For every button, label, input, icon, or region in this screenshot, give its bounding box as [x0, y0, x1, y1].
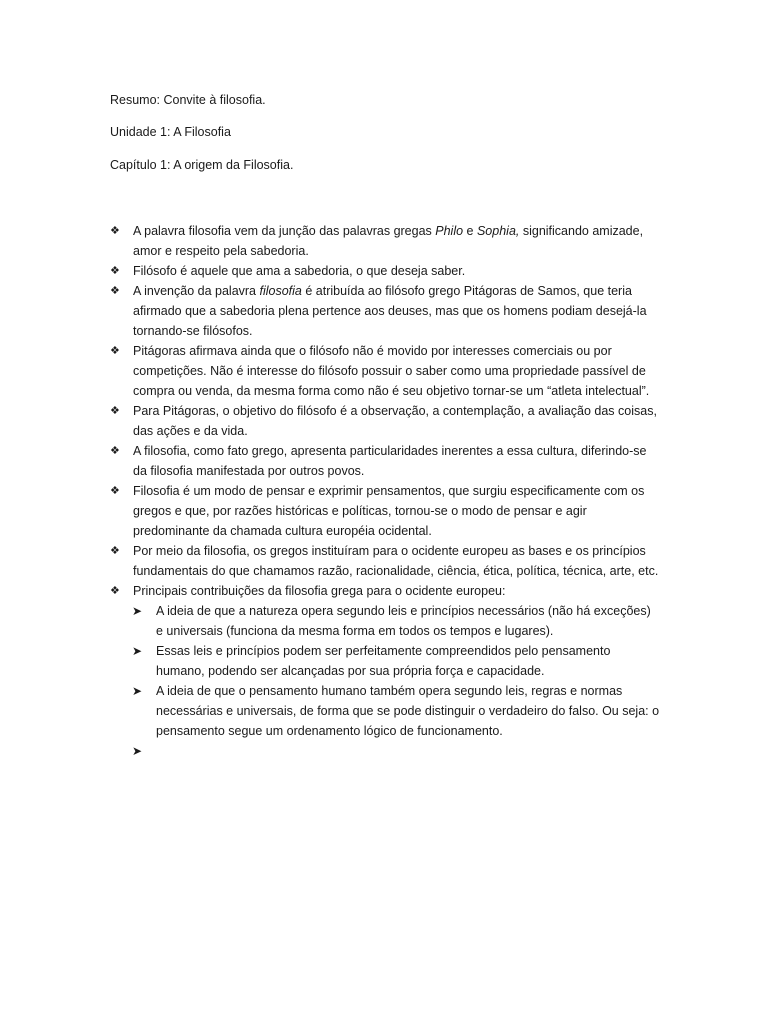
list-item — [110, 341, 660, 401]
arrow-bullet-icon: ➤ — [132, 684, 143, 698]
diamond-bullet-icon: ❖ — [110, 405, 120, 417]
list-item — [110, 281, 660, 341]
list-item — [110, 221, 660, 261]
diamond-bullet-icon: ❖ — [110, 345, 120, 357]
diamond-bullet-icon: ❖ — [110, 225, 120, 237]
item-text: Por meio da filosofia, os gregos instituíram para o ocidente europeu as bases e os princípios fundamentais do que chamamos razão, racionalidade, ciência, ética, política, técnica, arte, etc. — [133, 544, 659, 578]
sub-list-item — [110, 601, 660, 641]
item-text: A filosofia, como fato grego, apresenta particularidades inerentes a essa cultura, diferindo-se da filosofia manifestada por outros povos. — [133, 444, 647, 478]
arrow-bullet-icon: ➤ — [132, 604, 143, 618]
item-text: Pitágoras afirmava ainda que o filósofo não é movido por interesses comerciais ou por competições. Não é interesse do filósofo possuir o saber como uma propriedade passível de compra ou venda, da mesma forma como não é seu objetivo tornar-se um “atleta intelectual”. — [133, 344, 650, 398]
chapter-title: Capítulo 1: A origem da Filosofia. — [110, 158, 294, 172]
item-text: é atribuída ao filósofo grego Pitágoras de Samos, que teria afirmado que a sabedoria plena pertence aos deuses, mas que os homens podiam desejá-la tornando-se filósofos. — [133, 284, 647, 338]
sub-list-item-empty — [110, 741, 660, 761]
item-text: e — [463, 224, 477, 238]
summary-title: Resumo: Convite à filosofia. — [110, 93, 266, 107]
item-text: Principais contribuições da filosofia grega para o ocidente europeu: — [133, 584, 506, 598]
item-text: Para Pitágoras, o objetivo do filósofo é a observação, a contemplação, a avaliação das coisas, das ações e da vida. — [133, 404, 657, 438]
list-item — [110, 261, 660, 281]
list-item — [110, 481, 660, 541]
item-text-philo: Philo — [435, 224, 464, 238]
item-text: Filósofo é aquele que ama a sabedoria, o que deseja saber. — [133, 264, 466, 278]
item-text: A invenção da palavra — [133, 284, 260, 298]
item-text-sophia: Sophia, — [476, 224, 520, 238]
arrow-bullet-icon: ➤ — [132, 744, 143, 758]
subitem-text: A ideia de que o pensamento humano também opera segundo leis, regras e normas necessárias e universais, de forma que se pode distinguir o verdadeiro do falso. Ou seja: o pensamento segue um ordenamento lógico de funcionamento. — [156, 684, 660, 738]
arrow-bullet-icon: ➤ — [132, 644, 143, 658]
unit-title: Unidade 1: A Filosofia — [110, 125, 231, 139]
diamond-bullet-icon: ❖ — [110, 545, 120, 557]
list-item — [110, 541, 660, 581]
item-text: Filosofia é um modo de pensar e exprimir pensamentos, que surgiu especificamente com os gregos e que, por razões históricas e políticas, tornou-se o modo de pensar e agir predominante da chamada cultura européia ocidental. — [133, 484, 645, 538]
subitem-text — [156, 744, 159, 758]
item-text: A palavra filosofia vem da junção das palavras gregas — [133, 224, 436, 238]
list-item — [110, 401, 660, 441]
diamond-bullet-icon: ❖ — [110, 285, 120, 297]
item-text-filosofia: filosofia — [259, 284, 302, 298]
subitem-text: A ideia de que a natureza opera segundo leis e princípios necessários (não há exceções) e universais (funciona da mesma forma em todos os tempos e lugares). — [156, 604, 651, 638]
list-item — [110, 441, 660, 481]
sub-list-item — [110, 681, 660, 741]
diamond-bullet-icon: ❖ — [110, 485, 120, 497]
diamond-bullet-icon: ❖ — [110, 265, 120, 277]
diamond-bullet-icon: ❖ — [110, 445, 120, 457]
item-text: significando amizade, amor e respeito pela sabedoria. — [133, 224, 644, 258]
subitem-text: Essas leis e princípios podem ser perfeitamente compreendidos pelo pensamento humano, podendo ser alcançadas por sua própria força e capacidade. — [156, 644, 611, 678]
list-item — [110, 581, 660, 601]
bullet-list — [110, 221, 660, 761]
sub-list-item — [110, 641, 660, 681]
diamond-bullet-icon: ❖ — [110, 585, 120, 597]
